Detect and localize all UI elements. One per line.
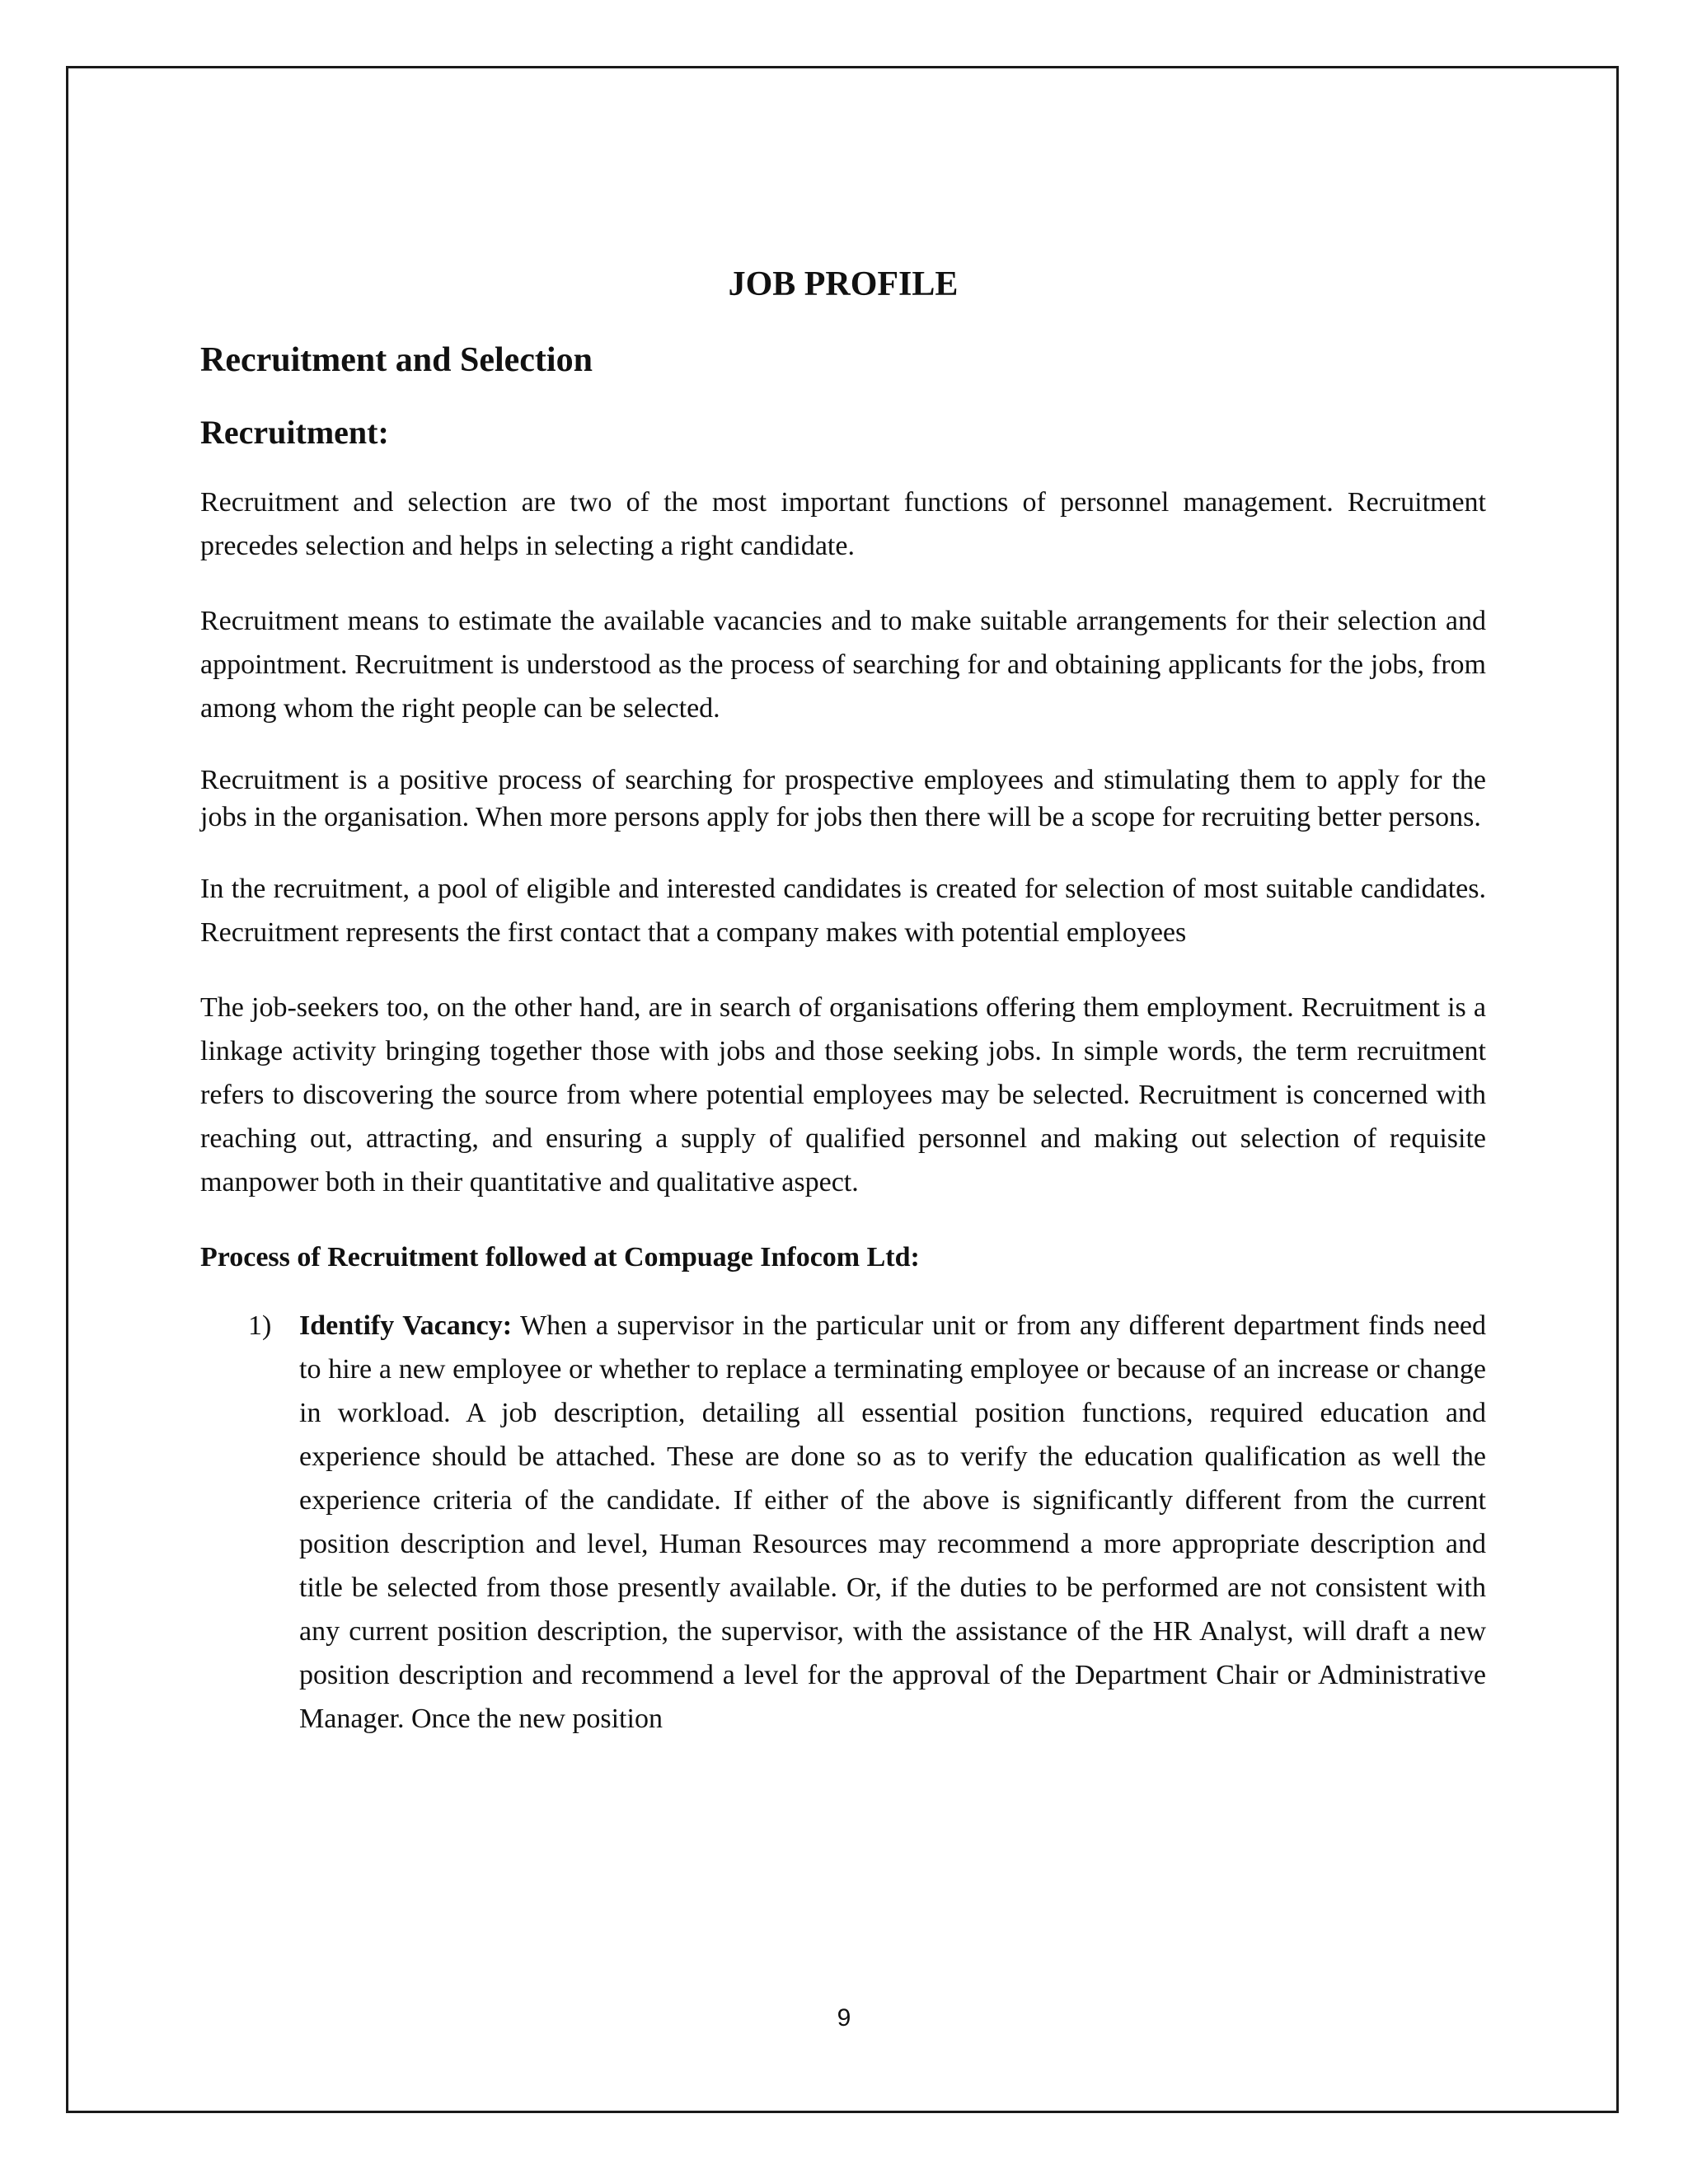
list-item-term: Identify Vacancy:	[299, 1310, 513, 1341]
section-heading: Recruitment and Selection	[200, 341, 593, 380]
paragraph: Recruitment and selection are two of the most important functions of personnel management. Recruitment precedes selection and helps in selecting a right candidate.	[200, 486, 1486, 561]
page-content	[200, 264, 1486, 1741]
subsection-heading: Recruitment:	[200, 413, 389, 451]
document-title: JOB PROFILE	[728, 265, 959, 303]
process-heading: Process of Recruitment followed at Compuage Infocom Ltd:	[200, 1241, 920, 1272]
paragraph: Recruitment is a positive process of searching for prospective employees and stimulating them to apply for the jobs in the organisation. When more persons apply for jobs then there will be a scope for recruiting better persons.	[200, 764, 1486, 832]
list-item	[200, 1304, 1486, 1741]
page-number: 9	[837, 2004, 851, 2032]
paragraph: Recruitment means to estimate the available vacancies and to make suitable arrangements for their selection and appointment. Recruitment is understood as the process of searching for and obtaining applicants for the jobs, from among whom the right people can be selected.	[200, 605, 1486, 724]
paragraph: In the recruitment, a pool of eligible and interested candidates is created for selection of most suitable candidates. Recruitment represents the first contact that a company makes with potential employees	[200, 873, 1486, 948]
list-item-text: When a supervisor in the particular unit or from any different department finds need to hire a new employee or whether to replace a terminating employee or because of an increase or change in workload. A job description, detailing all essential position functions, required education and experience should be attached. These are done so as to verify the education qualification as well the experience criteria of the candidate. If either of the above is significantly different from the current position description and level, Human Resources may recommend a more appropriate description and title be selected from those presently available. Or, if the duties to be performed are not consistent with any current position description, the supervisor, with the assistance of the HR Analyst, will draft a new position description and recommend a level for the approval of the Department Chair or Administrative Manager. Once the new position	[299, 1310, 1487, 1734]
process-list	[200, 1304, 1486, 1741]
paragraph: The job-seekers too, on the other hand, are in search of organisations offering them employment. Recruitment is a linkage activity bringing together those with jobs and those seeking jobs. In simple words, the term recruitment refers to discovering the source from where potential employees may be selected. Recruitment is concerned with reaching out, attracting, and ensuring a supply of qualified personnel and making out selection of requisite manpower both in their quantitative and qualitative aspect.	[200, 991, 1486, 1197]
list-item-number: 1)	[248, 1310, 272, 1341]
